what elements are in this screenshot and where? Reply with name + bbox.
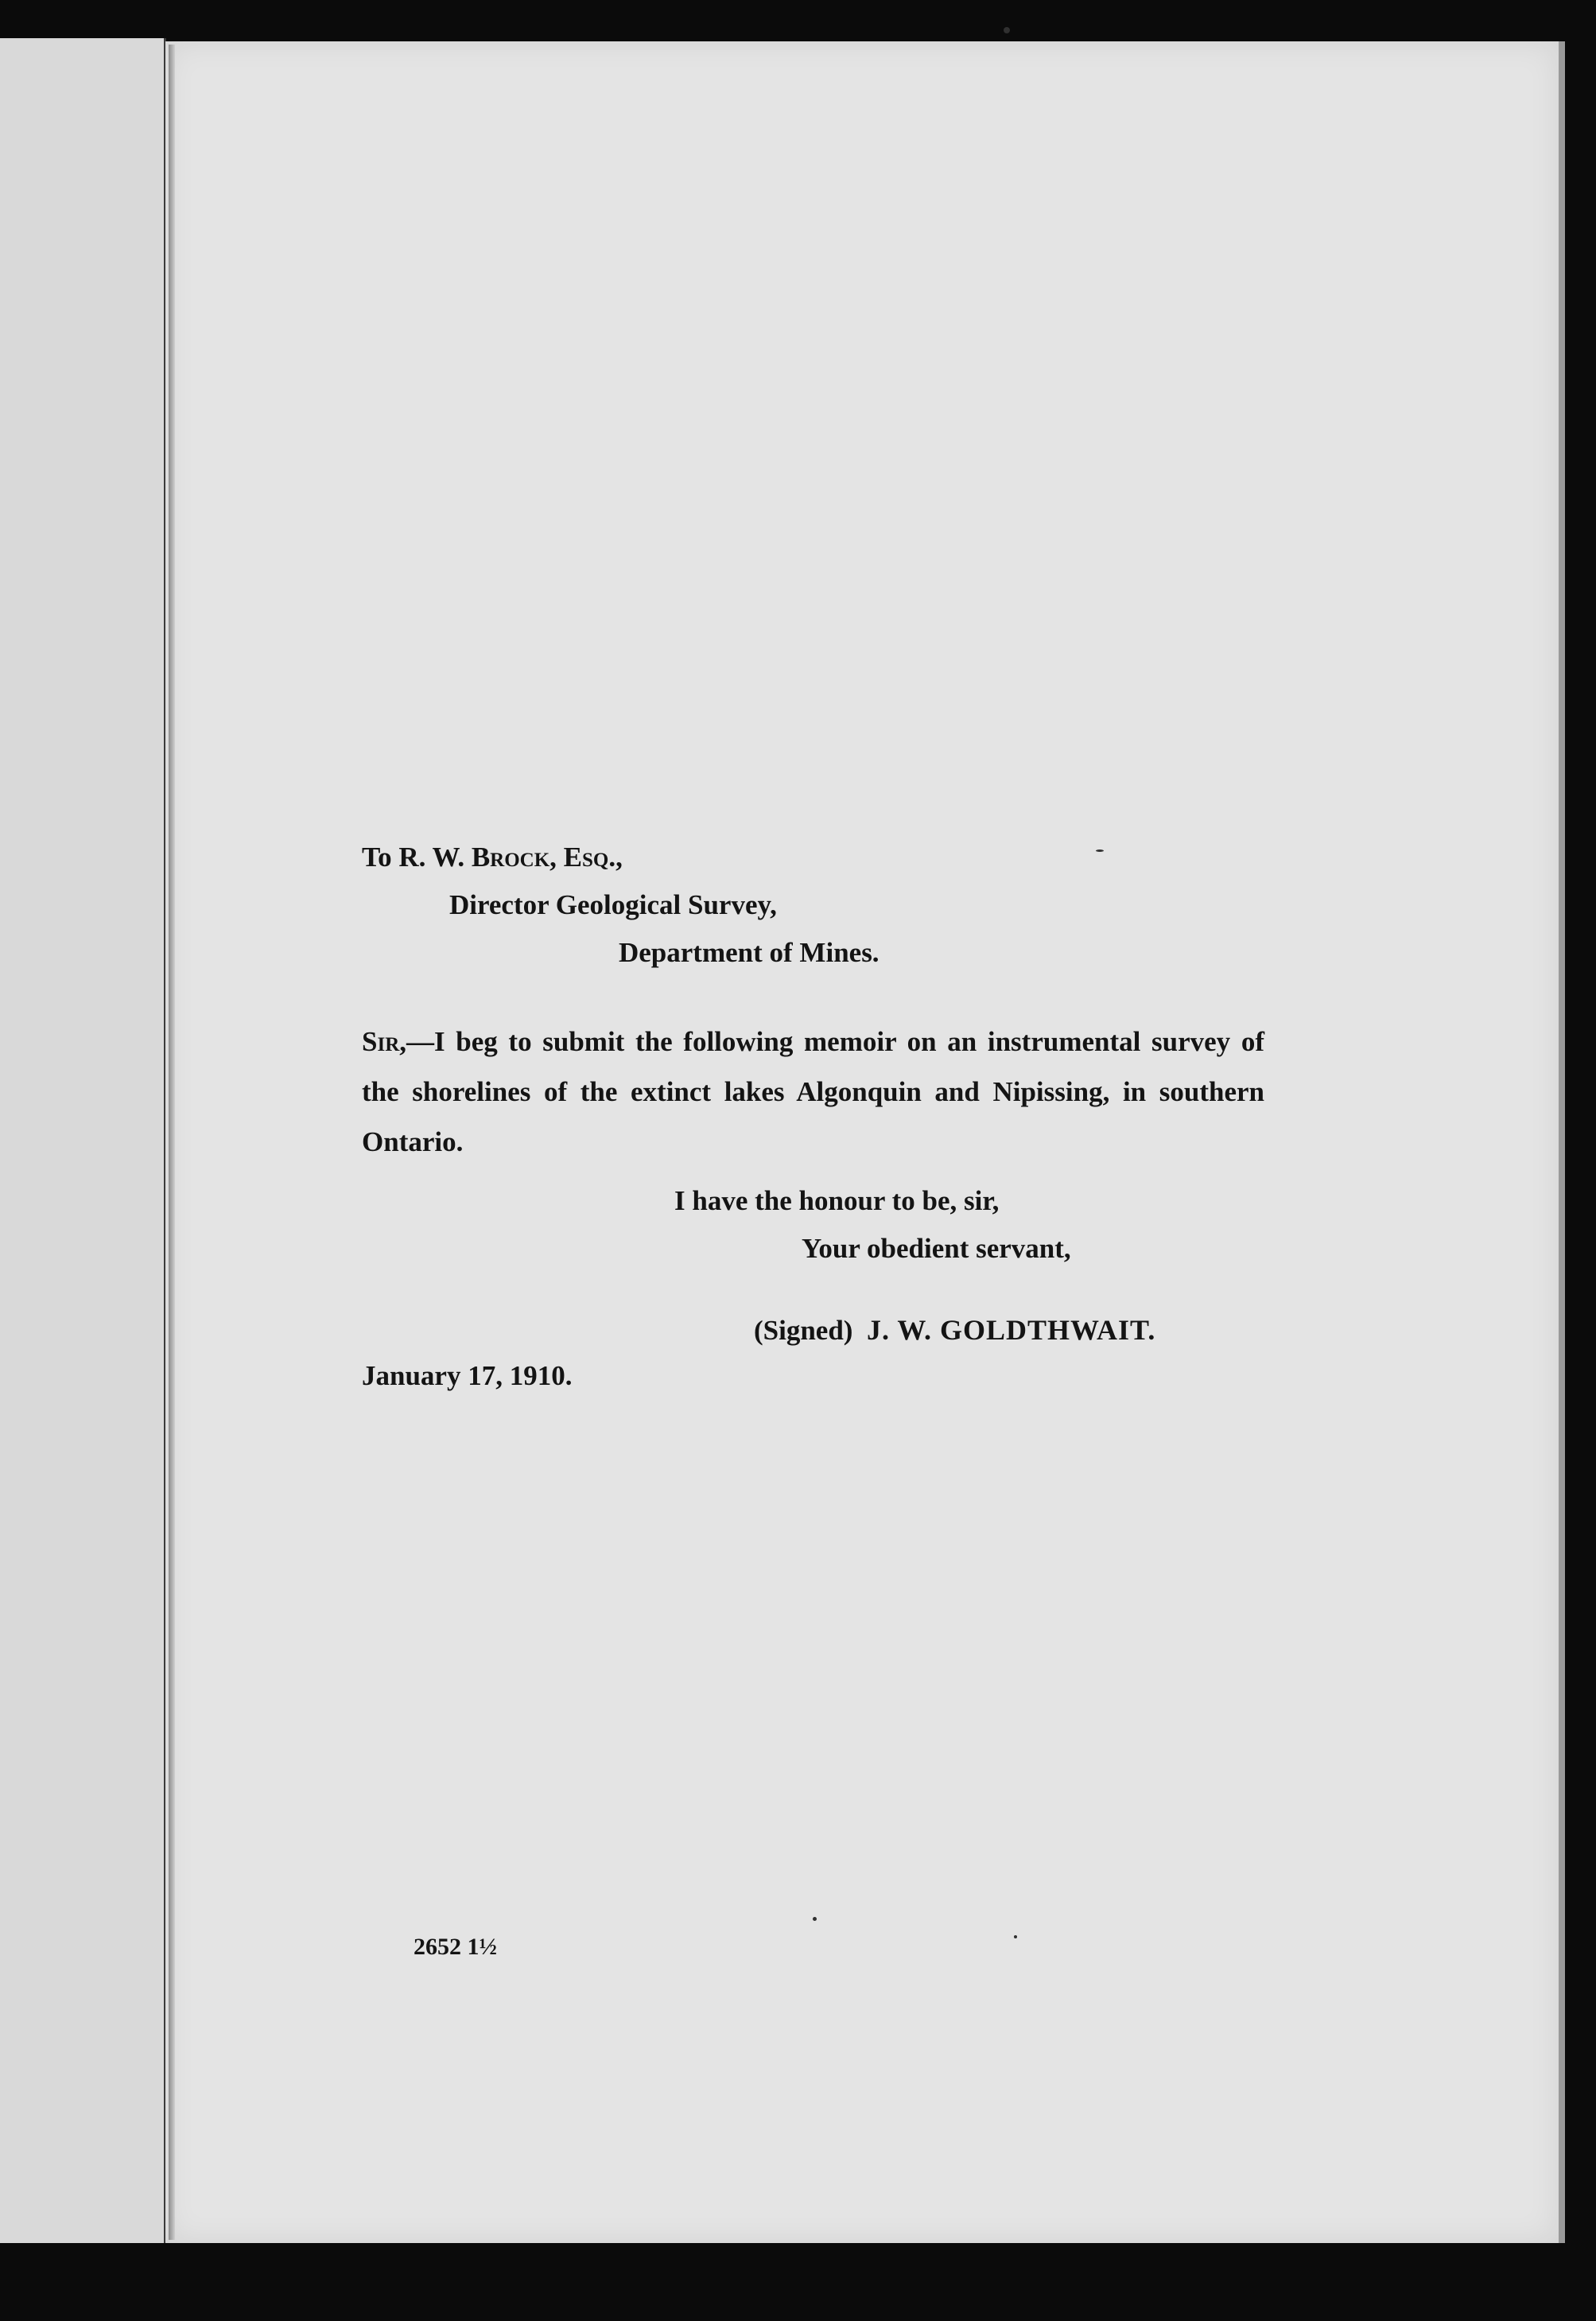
printer-mark: 2652 1½ bbox=[414, 1934, 497, 1960]
addressee-title: Director Geological Survey, bbox=[449, 889, 777, 920]
body-text: —I beg to submit the following memoir on an instrumental survey of the shorelines of the extinct lakes Algonquin and Nipissing, in southern Ontario. bbox=[362, 1026, 1264, 1157]
letter-body bbox=[362, 1017, 1264, 1167]
closing-line-2: Your obedient servant, bbox=[802, 1233, 1071, 1264]
scan-speck bbox=[1004, 27, 1010, 33]
addressee-name: R. W. Brock, Esq., bbox=[398, 842, 623, 873]
binding-gutter bbox=[169, 45, 175, 2240]
signature-line bbox=[754, 1314, 1155, 1347]
left-page-edge bbox=[0, 38, 166, 2243]
scan-speck bbox=[813, 1917, 817, 1921]
addressee-department: Department of Mines. bbox=[619, 937, 880, 968]
scan-speck bbox=[1014, 1935, 1017, 1938]
letter-date: January 17, 1910. bbox=[362, 1360, 573, 1391]
signed-label: (Signed) bbox=[754, 1315, 853, 1346]
scan-speck bbox=[1096, 849, 1104, 852]
closing-line-1: I have the honour to be, sir, bbox=[674, 1185, 1000, 1216]
signatory-name: J. W. GOLDTHWAIT. bbox=[866, 1314, 1156, 1346]
salutation-to: To bbox=[362, 842, 392, 873]
addressee-line bbox=[362, 842, 623, 873]
body-lead: Sir, bbox=[362, 1026, 406, 1057]
right-page-edge bbox=[1559, 41, 1565, 2243]
